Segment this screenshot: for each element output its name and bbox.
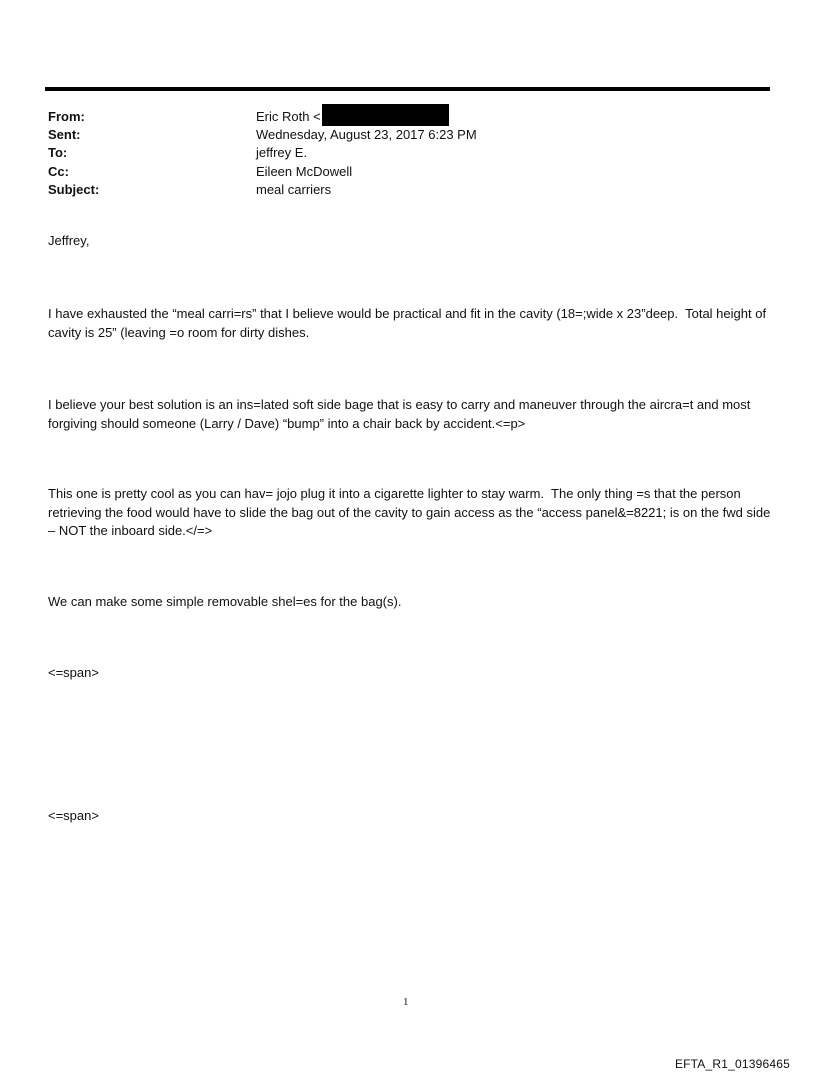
redaction-box (322, 104, 449, 126)
document-id: EFTA_R1_01396465 (674, 1057, 790, 1071)
body-paragraph: I believe your best solution is an ins=lated soft side bage that is easy to carry and maneuver through the aircra=t and most forgiving should someone (Larry / Dave) “bump” into a chair back by accident.<=p> (48, 397, 755, 431)
sent-value: Wednesday, August 23, 2017 6:23 PM (256, 127, 477, 143)
sent-row (48, 126, 477, 144)
to-value: jeffrey E. (256, 145, 308, 161)
cc-label: Cc: (48, 163, 69, 179)
from-label: From: (48, 109, 85, 124)
body-paragraph: We can make some simple removable shel=es for the bag(s). (48, 594, 402, 609)
body-paragraph: This one is pretty cool as you can hav= jojo plug it into a cigarette lighter to stay warm. The only thing =s that the person retrieving the food would have to slide the bag out of the cavity to gain access as the “access panel&=8221; is on the fwd side – NOT the inboard side.</=> (48, 486, 774, 538)
span-artifact: <=span> (48, 665, 99, 680)
subject-label: Subject: (48, 181, 100, 197)
span-artifact: <=span> (48, 808, 99, 823)
header-rule (45, 87, 770, 91)
greeting: Jeffrey, (48, 233, 90, 248)
cc-value: Eileen McDowell (256, 163, 353, 179)
to-label: To: (48, 145, 68, 161)
page-number: 1 (403, 996, 409, 1008)
from-name: Eric Roth < (256, 109, 321, 124)
subject-row (48, 181, 477, 199)
cc-row (48, 163, 477, 181)
subject-value: meal carriers (256, 181, 332, 197)
body-paragraph: I have exhausted the “meal carri=rs” that I believe would be practical and fit in the cavity (18=;wide x 23”deep. Total height of cavity is 25” (leaving =o room for dirty dishes. (48, 306, 770, 340)
sent-label: Sent: (48, 127, 81, 143)
from-row (48, 108, 477, 126)
from-value (256, 108, 449, 126)
to-row (48, 144, 477, 162)
email-header (48, 108, 477, 199)
